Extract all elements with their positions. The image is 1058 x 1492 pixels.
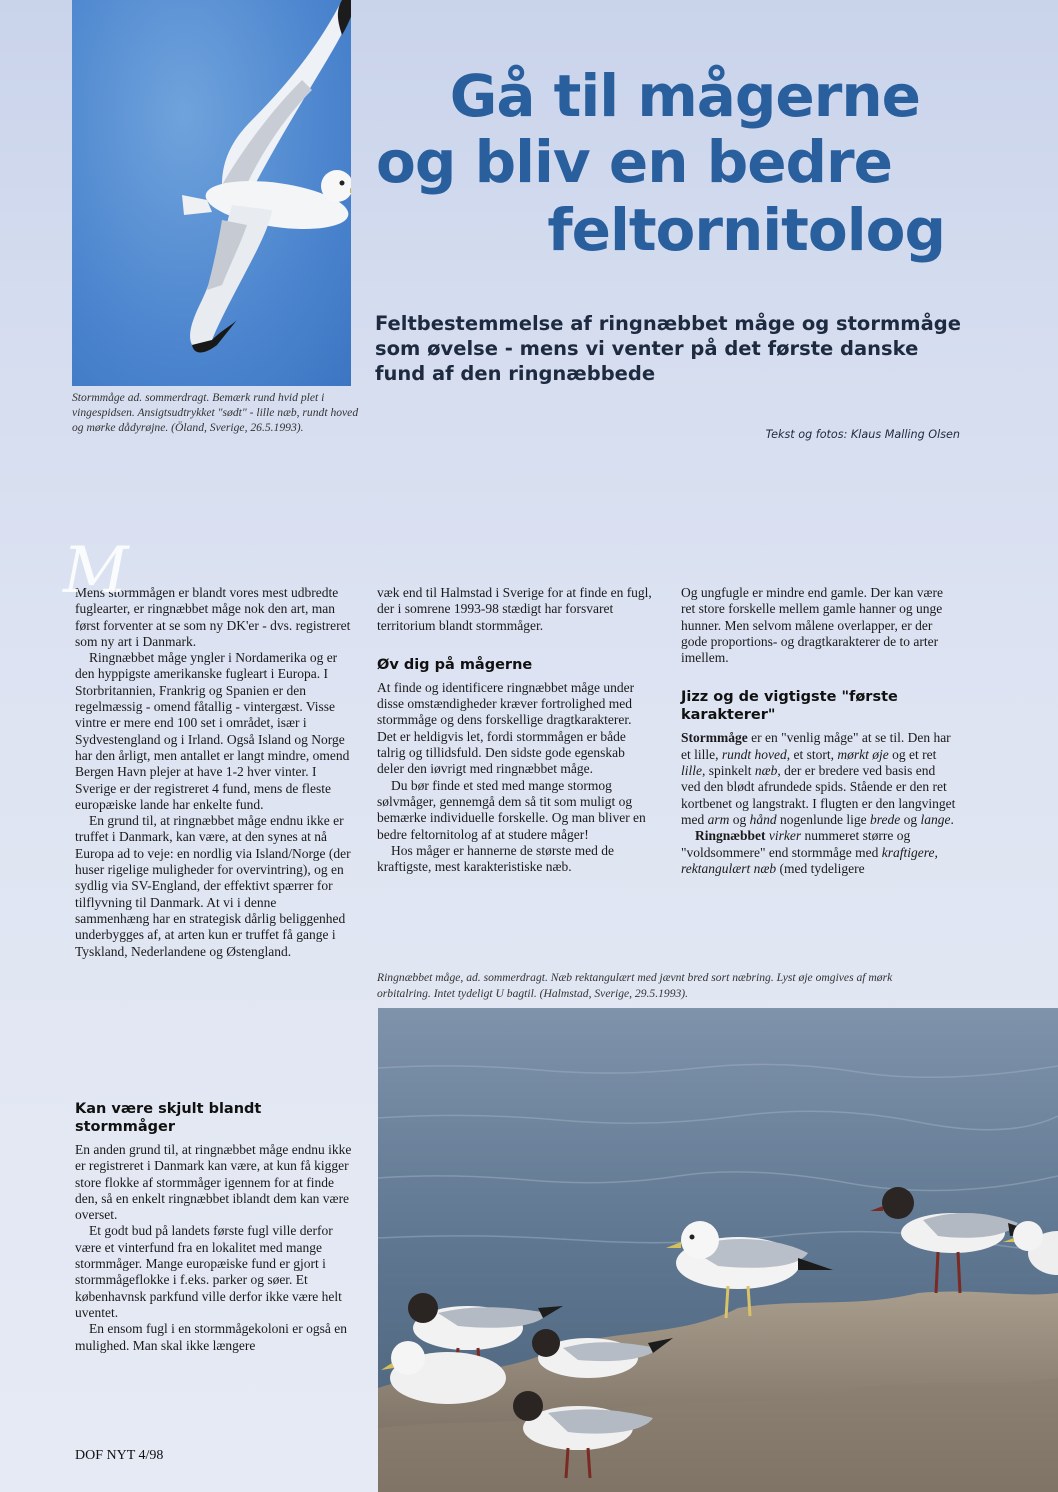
footer-issue: DOF NYT 4/98 [75, 1448, 164, 1463]
paragraph: Et godt bud på landets første fugl ville derfor være et vinterfund fra en lokalitet med mange stormmåger. Mange europæiske fund er gjort i stormmågeflokke i f.eks. parker og søer. Et københavnsk parkfund ville derfor ikke være helt uventet. [75, 1223, 342, 1320]
paragraph: Og ungfugle er mindre end gamle. Der kan være ret store forskelle mellem gamle hanner og unge hunner. Men selvom målene overlapper, er der gode proportions- og dragtkarakterer de to arter imellem. [681, 585, 944, 666]
paragraph: En grund til, at ringnæbbet måge endnu ikke er truffet i Danmark, kan være, at den synes at nå Europa ad to veje: en nordlig via Island/Norge (der huser rigelige muligheder for overvintring), og en sydlig via SV-England, der effektivt spærrer for tilflyvning til Danmark. At vi i denne sammenhæng har en strategisk dårlig beliggenhed underbygges af, at arten kun er truffet få gange i Tyskland, Nederlandene og Østengland. [75, 813, 351, 959]
paragraph: Du bør finde et sted med mange stormog sølvmåger, gennemgå dem så tit som muligt og bemærke individuelle forskelle. Og man bliver en bedre feltornitolog af at studere måger! [377, 777, 646, 842]
section-heading: Jizz og de vigtigste "første karakterer" [681, 689, 898, 724]
gull-flying-illustration [72, 0, 351, 386]
gulls-scene-illustration [378, 1008, 1058, 1492]
paragraph: En ensom fugl i en stormmågekoloni er også en mulighed. Man skal ikke længere [75, 1321, 347, 1353]
photo-flying-gull [72, 0, 351, 386]
title-line-1: Gå til mågerne [449, 62, 920, 130]
caption-top-photo: Stormmåge ad. sommerdragt. Bemærk rund hvid plet i vingespidsen. Ansigtsudtrykket "sødt" - lille næb, rundt hoved og mørke dådyrøjne. (Öland, Sverige, 26.5.1993). [72, 391, 359, 434]
column-2 [377, 585, 653, 875]
title-line-2: og bliv en bedre [376, 128, 892, 196]
paragraph: Mens stormmågen er blandt vores mest udbredte fuglearter, er ringnæbbet måge nok den art, man først forventer at se som ny DK'er - dvs. registreret som ny art i Danmark. [75, 585, 351, 649]
paragraph: væk end til Halmstad i Sverige for at finde en fugl, der i somrene 1993-98 stædigt har forsvaret territorium blandt stormmåger. [377, 585, 652, 633]
paragraph: En anden grund til, at ringnæbbet måge endnu ikke er registreret i Danmark kan være, at kun få kigger store flokke af stormmåger igennem for at finde den, så en enkelt ringnæbbet iblandt dem kan være overset. [75, 1142, 352, 1223]
paragraph: At finde og identificere ringnæbbet måge under disse omstændigheder kræver fortrolighed med stormmåge og dens forskellige dragtkarakterer. Det er heldigvis let, fordi stormmågen er både talrig og tillidsfuld. Den sidste gode egenskab deler den iøvrigt med ringnæbbet måge. [377, 679, 635, 777]
paragraph: Hos måger er hannerne de største med de kraftigste, mest karakteristiske næb. [377, 842, 615, 875]
drop-cap: M [63, 534, 129, 608]
paragraph: Ringnæbbet virker nummeret større og "voldsommere" end stormmåge med kraftigere, rektangulært næb (med tydeligere [681, 828, 938, 876]
column-3 [681, 585, 956, 877]
section-heading: Øv dig på mågerne [377, 656, 533, 673]
section-heading: Kan være skjult blandt stormmåger [75, 1101, 262, 1135]
column-1-lower [75, 1100, 353, 1354]
paragraph: Stormmåge er en "venlig måge" at se til. Den har et lille, rundt hoved, et stort, mørkt øje og et ret lille, spinkelt næb, der er bredere ved basis end ved den blødt afrundede spids. Stående er den ret kortbenet og langstrakt. I flugten er den langvinget med arm og hånd nogenlunde lige brede og lange. [681, 730, 956, 827]
photo-gulls-on-rocks [378, 1008, 1058, 1492]
title-line-3: feltornitolog [547, 196, 945, 264]
caption-bottom-photo: Ringnæbbet måge, ad. sommerdragt. Næb rektangulært med jævnt bred sort næbring. Lyst øje omgives af mørk orbitalring. Intet tydeligt U bagtil. (Halmstad, Sverige, 29.5.1993). [377, 971, 893, 1000]
subtitle: Feltbestemmelse af ringnæbbet måge og stormmåge som øvelse - mens vi venter på det første danske fund af den ringnæbbede [375, 312, 961, 385]
paragraph: Ringnæbbet måge yngler i Nordamerika og er den hyppigste amerikanske fugleart i Europa. I Storbritannien, Frankrig og Spanien er den regelmæssig - omend fåtallig - vintergæst. Visse vintre er mere end 100 set i området, især i Sydvestengland og i Irland. Også Island og Norge har den årligt, men antallet er langt mindre, omend Bergen Havn plejer at have 1-2 hver vinter. I Sverige er der registreret 4 fund, mens de fleste europæiske lande har enkelte fund. [75, 650, 350, 812]
byline: Tekst og fotos: Klaus Malling Olsen [765, 428, 960, 441]
column-1 [63, 534, 353, 960]
